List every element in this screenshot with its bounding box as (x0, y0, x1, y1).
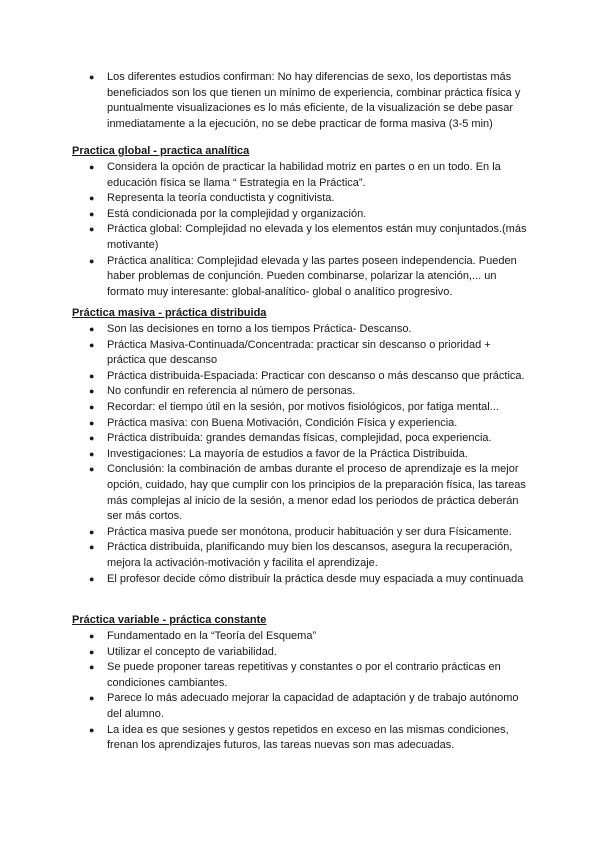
bullet-icon: ● (89, 631, 95, 641)
bullet-icon: ● (89, 224, 95, 235)
list-item: ● Los diferentes estudios confirman: No hay diferencias de sexo, los deportistas más beneficiados son los que tienen un mínimo de experiencia, combinar práctica física y puntualmente visualizaciones es lo más eficiente, de la visualización se debe pasar inmediatamente a la ejecución, no se debe practicar de forma masiva (3-5 min) (89, 71, 521, 130)
list-item: ● Práctica masiva: con Buena Motivación, Condición Física y experiencia. (72, 416, 532, 432)
section-masiva-distribuida (72, 306, 532, 587)
section-variable-constante (72, 613, 532, 754)
bullet-list (72, 70, 532, 132)
bullet-icon: ● (89, 433, 95, 444)
list-item: ● Práctica Masiva-Continuada/Concentrada: practicar sin descanso o prioridad + práctica que descanso (89, 338, 491, 367)
bullet-icon: ● (89, 370, 95, 381)
section-global-analitica (72, 144, 532, 300)
list-item: ● No confundir en referencia al número de personas. (72, 384, 532, 400)
bullet-list (72, 160, 532, 300)
list-item: ● Investigaciones: La mayoría de estudios a favor de la Práctica Distribuida. (72, 447, 532, 463)
list-item: ● Práctica global: Complejidad no elevada y los elementos están muy conjuntados.(más motivante) (89, 223, 527, 251)
list-item: ● Práctica masiva puede ser monótona, producir habituación y ser dura Físicamente. (72, 525, 532, 541)
bullet-icon: ● (89, 162, 95, 172)
list-item: ● El profesor decide cómo distribuir la práctica desde muy espaciada a muy continuada (72, 572, 532, 588)
bullet-icon: ● (89, 386, 95, 397)
list-item: ● Se puede proponer tareas repetitivas y constantes o por el contrario prácticas en condiciones cambiantes. (89, 661, 501, 689)
bullet-icon: ● (89, 339, 95, 350)
section-heading: Práctica variable - práctica constante (72, 614, 267, 626)
list-item: ● Está condicionada por la complejidad y organización. (72, 207, 532, 223)
list-item: ● Considera la opción de practicar la habilidad motriz en partes o en un todo. En la educación física se llama “ Estrategia en la Práctica”. (89, 161, 501, 189)
section-heading: Practica global - practica analítica (72, 145, 250, 157)
bullet-icon: ● (89, 573, 95, 584)
section-heading: Práctica masiva - práctica distribuida (72, 307, 267, 319)
bullet-icon: ● (89, 724, 95, 735)
list-item: ● Representa la teoría conductista y cognitivista. (72, 191, 532, 207)
bullet-icon: ● (89, 324, 95, 334)
bullet-icon: ● (89, 464, 95, 475)
list-item: ● Utilizar el concepto de variabilidad. (72, 645, 532, 661)
section-intro (72, 70, 532, 132)
list-item: ● Fundamentado en la “Teoría del Esquema” (72, 629, 532, 645)
bullet-icon: ● (89, 193, 95, 204)
bullet-icon: ● (89, 646, 95, 657)
list-item: ● Práctica distribuida, planificando muy bien los descansos, asegura la recuperación, mejora la activación-motivación y facilita el aprendizaje. (89, 541, 513, 569)
bullet-icon: ● (89, 662, 95, 673)
list-item: ● La idea es que sesiones y gestos repetidos en exceso en las mismas condiciones, frenan los aprendizajes futuros, las tareas nuevas son mas adecuadas. (89, 723, 509, 752)
bullet-icon: ● (89, 526, 95, 537)
bullet-list (72, 322, 532, 587)
list-item: ● Práctica analítica: Complejidad elevada y las partes poseen independencia. Pueden haber problemas de conjunción. Pueden combinarse, polarizar la atención,... un formato muy interesante: global-analítico- global o analítico progresivo. (89, 254, 517, 298)
bullet-icon: ● (89, 693, 95, 704)
list-item: ● Recordar: el tiempo útil en la sesión, por motivos fisiológicos, por fatiga mental... (72, 400, 532, 416)
bullet-icon: ● (89, 255, 95, 266)
bullet-icon: ● (89, 448, 95, 459)
list-item: ● Parece lo más adecuado mejorar la capacidad de adaptación y de trabajo autónomo del alumno. (89, 692, 519, 720)
bullet-icon: ● (89, 401, 95, 412)
list-item: ● Son las decisiones en torno a los tiempos Práctica- Descanso. (72, 322, 532, 338)
bullet-list (72, 629, 532, 754)
list-item: ● Práctica distribuida-Espaciada: Practicar con descanso o más descanso que práctica. (72, 369, 532, 385)
list-item: ● Práctica distribuida: grandes demandas físicas, complejidad, poca experiencia. (72, 431, 532, 447)
list-item: ● Conclusión: la combinación de ambas durante el proceso de aprendizaje es la mejor opción, cuidado, hay que cumplir con los principios de la preparación física, las tareas más complejas al inicio de la sesión, a menor edad los periodos de práctica deberán ser más cortos. (89, 463, 526, 523)
bullet-icon: ● (89, 417, 95, 428)
bullet-icon: ● (89, 208, 95, 219)
bullet-icon: ● (89, 542, 95, 553)
bullet-icon: ● (89, 72, 95, 82)
